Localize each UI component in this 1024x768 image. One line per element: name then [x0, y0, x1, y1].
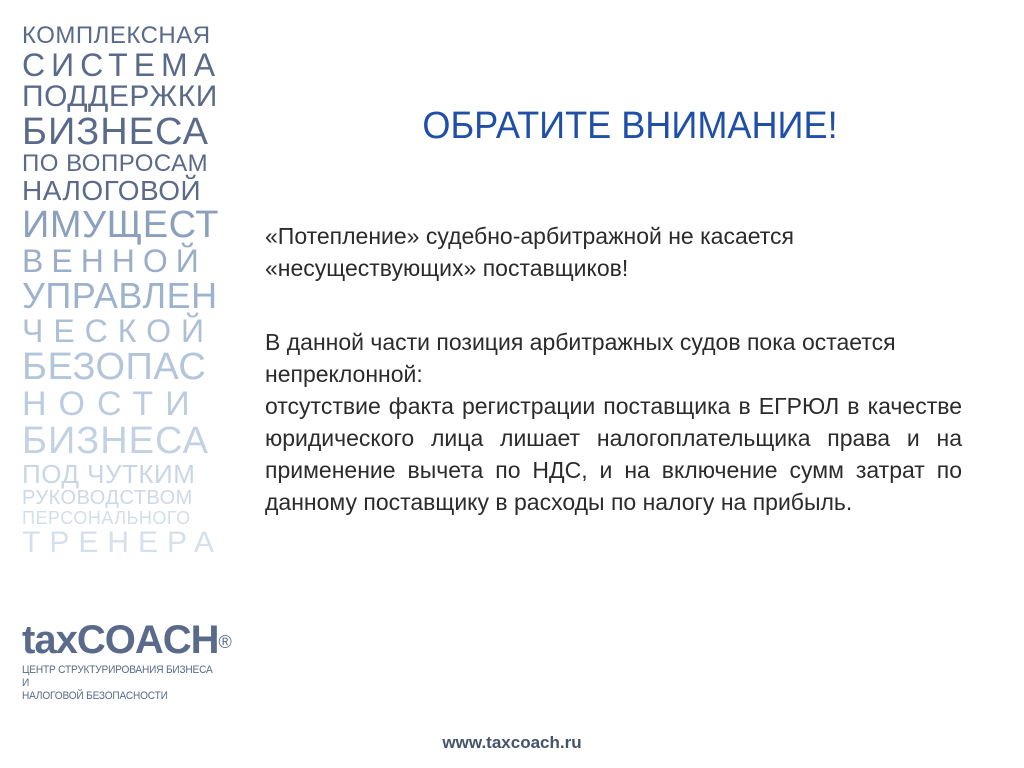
sidebar-word: РУКОВОДСТВОМ	[22, 487, 193, 509]
sidebar-word: НАЛОГОВОЙ	[22, 175, 202, 206]
logo-wordmark	[22, 620, 232, 660]
sidebar-word: НОСТИ	[22, 385, 202, 423]
sidebar-word: ПЕРСОНАЛЬНОГО	[22, 508, 191, 528]
sidebar-word: ПОДДЕРЖКИ	[22, 80, 218, 113]
logo-registered-mark: ®	[218, 632, 231, 652]
sidebar-word: ВЕННОЙ	[22, 243, 207, 279]
sidebar-word: УПРАВЛЕН	[22, 275, 218, 316]
sidebar-word: ПО ВОПРОСАМ	[22, 150, 209, 177]
sidebar-word: БЕЗОПАС	[22, 346, 207, 388]
logo-subtitle-line-1: ЦЕНТР СТРУКТУРИРОВАНИЯ БИЗНЕСА И	[22, 664, 213, 689]
logo-name: taxCOACH	[22, 618, 219, 662]
slide-title: ОБРАТИТЕ ВНИМАНИЕ!	[422, 105, 838, 147]
sidebar-word: ПОД ЧУТКИМ	[22, 459, 196, 489]
logo-subtitle	[22, 664, 215, 703]
sidebar-word: ЧЕСКОЙ	[22, 313, 214, 349]
sidebar-word: СИСТЕМА	[22, 47, 222, 83]
intro-paragraph: «Потепление» судебно-арбитражной не касается «несуществующих» поставщиков!	[265, 223, 795, 281]
body-paragraph: отсутствие факта регистрации поставщика в ЕГРЮЛ в качестве юридического лица лишает налогоплательщика права и на применение вычета по НДС, и на включение сумм затрат по данному поставщику в расходы по налогу на прибыль.	[265, 393, 962, 515]
slide-content	[265, 220, 962, 518]
sidebar-word: КОМПЛЕКСНАЯ	[22, 22, 211, 49]
website-url: www.taxcoach.ru	[442, 733, 582, 752]
sidebar-word: ТРЕНЕРА	[22, 526, 224, 559]
sidebar-word: БИЗНЕСА	[22, 111, 209, 153]
taxcoach-logo	[22, 620, 232, 703]
sidebar-word: БИЗНЕСА	[22, 420, 209, 462]
sidebar-word: ИМУЩЕСТ	[22, 204, 219, 246]
logo-subtitle-line-2: НАЛОГОВОЙ БЕЗОПАСНОСТИ	[22, 690, 168, 702]
lead-paragraph: В данной части позиция арбитражных судов пока остается непреклонной:	[265, 329, 896, 387]
sidebar-tagline	[22, 22, 224, 559]
